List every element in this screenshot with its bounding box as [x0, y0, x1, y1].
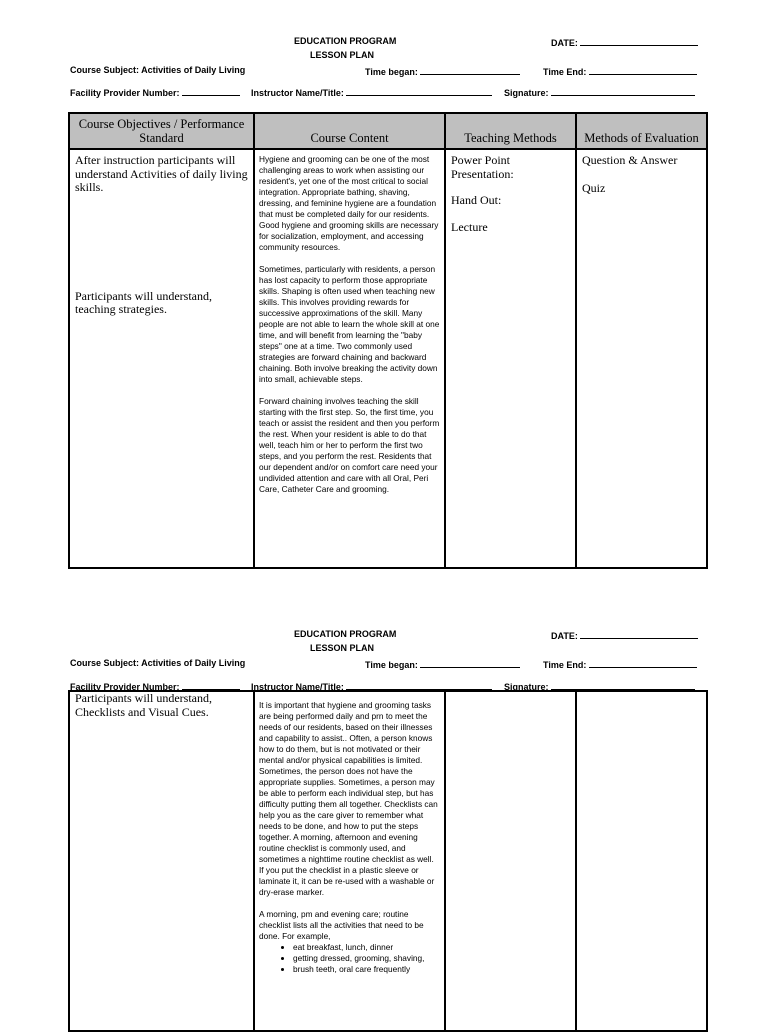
content-paragraph: Hygiene and grooming can be one of the most challenging areas to work when assisting our resident's, yet one of the most critical to social integration. Appropriate bathing, shaving, dressing, and feminine hygiene are a foundation that must be completed daily for our residents. Good hygiene and grooming skills are necessary for socialization, employment, and accessing community resources.	[259, 154, 439, 252]
method-item: Power Point Presentation:	[451, 153, 514, 181]
header-objectives: Course Objectives / Performance Standard	[69, 113, 254, 149]
objective-text: After instruction participants will understand Activities of daily living skills.	[75, 153, 248, 194]
method-item: Lecture	[451, 219, 488, 234]
date-label: DATE:	[551, 38, 578, 48]
method-item: Hand Out:	[451, 193, 502, 207]
list-item: • getting dressed, grooming, shaving,	[293, 953, 440, 964]
lesson-plan-title: LESSON PLAN	[310, 50, 375, 60]
lesson-plan-table-1	[68, 112, 708, 569]
signature-blank	[551, 680, 695, 690]
content-cell	[254, 691, 445, 1031]
facility-blank	[182, 86, 240, 96]
objective-text: Participants will understand, teaching strategies.	[75, 288, 212, 316]
time-end-label: Time End:	[543, 67, 587, 77]
list-item: • eat breakfast, lunch, dinner	[293, 942, 440, 953]
content-paragraph: It is important that hygiene and grooming tasks are being performed daily and prn to meet the needs of our residents, based on their illnesses and capability to assist.. Often, a person knows how to do them, but is not motivated or their mental and/or physical capabilities is limited. Sometimes, the person does not have the appropriate supplies. Sometimes, a person may be able to perform each individual step, but has difficulty putting them all together. Checklists can help you as the care giver to remember what needs to be done, and how to put the steps together. A morning, afternoon and evening routine checklist is commonly used, and sometimes a nighttime routine checklist as well. If you put the checklist in a plastic sleeve or laminate it, it can be re-used with a washable or dry-erase marker.	[259, 700, 438, 897]
date-field	[551, 36, 698, 49]
date-field	[551, 629, 698, 642]
program-title: EDUCATION PROGRAM	[294, 629, 397, 639]
instructor-field	[251, 86, 492, 99]
objectives-cell	[69, 149, 254, 568]
date-label: DATE:	[551, 631, 578, 641]
objective-text: Participants will understand, Checklists and Visual Cues.	[75, 691, 212, 719]
routine-checklist	[259, 942, 440, 975]
time-end-blank	[589, 65, 697, 75]
time-end-field	[543, 658, 697, 671]
time-began-label: Time began:	[365, 67, 418, 77]
evaluation-item: Question & Answer	[582, 153, 678, 167]
evaluation-item: Quiz	[582, 180, 606, 195]
teaching-methods-cell	[445, 149, 576, 568]
signature-label: Signature:	[504, 88, 549, 98]
list-item: • brush teeth, oral care frequently	[293, 964, 440, 975]
lesson-plan-table-2	[68, 690, 708, 1032]
content-paragraph: Sometimes, particularly with residents, a person has lost capacity to perform those appropriate skills. Shaping is often used when teaching new skills. This involves providing rewards for successive approximations of the skill. Many people are not able to learn the whole skill at one time, and will benefit from learning the "baby steps" one at a time. Two commonly used strategies are forward chaining and backward chaining. Both involve breaking the activity down into small, achievable steps.	[259, 264, 440, 384]
course-subject: Course Subject: Activities of Daily Living	[70, 65, 246, 75]
facility-label: Facility Provider Number:	[70, 88, 180, 98]
signature-label: Signature:	[504, 682, 549, 692]
content-paragraph: A morning, pm and evening care; routine checklist lists all the activities that need to be done. For example,	[259, 909, 424, 941]
time-end-field	[543, 65, 697, 78]
facility-blank	[182, 680, 240, 690]
content-cell	[254, 149, 445, 568]
instructor-blank	[346, 86, 492, 96]
date-blank	[580, 36, 698, 46]
lesson-plan-title: LESSON PLAN	[310, 643, 375, 653]
content-paragraph: Forward chaining involves teaching the skill starting with the first step. So, the first time, you teach or assist the resident and then you perform the rest. When your resident is able to do that well, teach him or her to perform the first two steps, and you perform the rest. Residents that our dependent and/or on comfort care need your undivided attention and care with all Oral, Peri Care, Catheter Care and grooming.	[259, 396, 440, 494]
teaching-methods-cell	[445, 691, 576, 1031]
objectives-cell	[69, 691, 254, 1031]
facility-field	[70, 86, 240, 99]
evaluation-cell	[576, 691, 707, 1031]
header-evaluation: Methods of Evaluation	[576, 113, 707, 149]
time-end-blank	[589, 658, 697, 668]
time-began-field	[365, 65, 520, 78]
header-teaching-methods: Teaching Methods	[445, 113, 576, 149]
instructor-blank	[346, 680, 492, 690]
signature-field	[504, 86, 695, 99]
time-began-label: Time began:	[365, 660, 418, 670]
date-blank	[580, 629, 698, 639]
time-began-field	[365, 658, 520, 671]
program-title: EDUCATION PROGRAM	[294, 36, 397, 46]
facility-label: Facility Provider Number:	[70, 682, 180, 692]
time-began-blank	[420, 658, 520, 668]
signature-blank	[551, 86, 695, 96]
time-end-label: Time End:	[543, 660, 587, 670]
course-subject: Course Subject: Activities of Daily Living	[70, 658, 246, 668]
header-content: Course Content	[254, 113, 445, 149]
instructor-label: Instructor Name/Title:	[251, 88, 344, 98]
time-began-blank	[420, 65, 520, 75]
instructor-label: Instructor Name/Title:	[251, 682, 344, 692]
evaluation-cell	[576, 149, 707, 568]
